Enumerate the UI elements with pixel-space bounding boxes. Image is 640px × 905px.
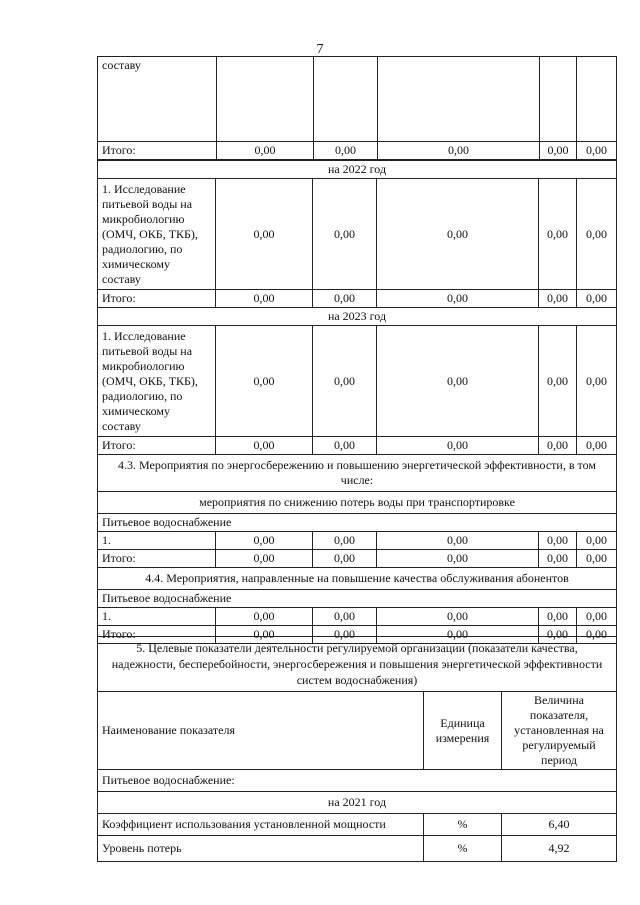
year-heading: на 2023 год [98, 308, 617, 326]
indicator-unit: % [424, 814, 502, 836]
cell-value: 0,00 [539, 290, 577, 308]
cell-value: 0,00 [577, 626, 617, 644]
cell-value: 0,00 [539, 626, 577, 644]
table-row [98, 814, 617, 836]
column-header-name: Наименование показателя [98, 692, 424, 770]
cell-value: 0,00 [313, 179, 377, 290]
table-row [98, 308, 617, 326]
cell-value: 0,00 [313, 532, 377, 550]
cell-value: 0,00 [577, 142, 617, 160]
year-heading: на 2022 год [98, 161, 617, 179]
table-row [98, 550, 617, 568]
table-row [98, 770, 617, 792]
cell-value: 0,00 [216, 179, 313, 290]
cell-value: 0,00 [577, 179, 617, 290]
cell-value: 0,00 [539, 179, 577, 290]
table-row [98, 492, 617, 514]
cell-value: 0,00 [577, 532, 617, 550]
cell-value: 0,00 [216, 437, 313, 455]
group-label: Питьевое водоснабжение [98, 590, 617, 608]
cell-value: 0,00 [377, 550, 539, 568]
cell-value: 0,00 [216, 550, 313, 568]
table-row [98, 568, 617, 590]
table-row [98, 437, 617, 455]
table-row [98, 290, 617, 308]
table-row [98, 142, 617, 160]
cell-value: 0,00 [539, 608, 577, 626]
cell-value: 0,00 [313, 437, 377, 455]
table-row [98, 590, 617, 608]
cell-value: 0,00 [216, 326, 313, 437]
cell-value: 0,00 [313, 290, 377, 308]
cell-value: 0,00 [377, 179, 539, 290]
item-label: 1. [98, 532, 216, 550]
activities-table [97, 56, 617, 160]
cell-value: 0,00 [313, 326, 377, 437]
table-row [98, 792, 617, 814]
total-label: Итого: [98, 142, 217, 160]
table-row [98, 455, 617, 492]
item-label: 1. Исследование питьевой воды на микробиологию (ОМЧ, ОКБ, ТКБ), радиологию, по химическому составу [98, 326, 216, 437]
table-row [98, 637, 617, 692]
total-label: Итого: [98, 290, 216, 308]
cell-value: 0,00 [377, 532, 539, 550]
table-row [98, 608, 617, 626]
item-label: 1. Исследование питьевой воды на микробиологию (ОМЧ, ОКБ, ТКБ), радиологию, по химическому составу [98, 179, 216, 290]
cell-value: 0,00 [577, 326, 617, 437]
indicator-name: Коэффициент использования установленной мощности [98, 814, 424, 836]
cell-value: 0,00 [577, 437, 617, 455]
group-label: Питьевое водоснабжение: [98, 770, 617, 792]
indicator-value: 6,40 [502, 814, 617, 836]
page-number: 7 [316, 42, 324, 57]
section-heading: 4.4. Мероприятия, направленные на повышение качества обслуживания абонентов [98, 568, 617, 590]
indicator-unit: % [424, 836, 502, 862]
cell-value: 0,00 [377, 608, 539, 626]
total-label: Итого: [98, 437, 216, 455]
indicator-value: 4,92 [502, 836, 617, 862]
cell-value: 0,00 [216, 290, 313, 308]
group-label: Питьевое водоснабжение [98, 514, 617, 532]
cell-value: 0,00 [377, 437, 539, 455]
total-label: Итого: [98, 626, 216, 644]
table-row [98, 179, 617, 290]
cell-value: 0,00 [539, 550, 577, 568]
table-row [98, 514, 617, 532]
table-row [98, 57, 617, 142]
section-subheading: мероприятия по снижению потерь воды при транспортировке [98, 492, 617, 514]
total-label: Итого: [98, 550, 216, 568]
cell-value: 0,00 [377, 326, 539, 437]
cell-value: 0,00 [378, 142, 540, 160]
item-label-tail: составу [98, 57, 217, 142]
column-header-unit: Единица измерения [424, 692, 502, 770]
table-row [98, 326, 617, 437]
item-label: 1. [98, 608, 216, 626]
column-header-value: Величина показателя, установленная на регулируемый период [502, 692, 617, 770]
cell-value: 0,00 [216, 532, 313, 550]
target-indicators-table [97, 636, 617, 862]
cell-value: 0,00 [314, 142, 378, 160]
cell-value: 0,00 [377, 290, 539, 308]
cell-value: 0,00 [216, 626, 313, 644]
cell-value: 0,00 [577, 608, 617, 626]
cell-value: 0,00 [377, 626, 539, 644]
cell-value: 0,00 [313, 550, 377, 568]
table-row [98, 692, 617, 770]
cell-value: 0,00 [216, 608, 313, 626]
cell-value: 0,00 [313, 608, 377, 626]
cell-value: 0,00 [539, 532, 577, 550]
table-row [98, 532, 617, 550]
year-heading: на 2021 год [98, 792, 617, 814]
cell-value: 0,00 [217, 142, 314, 160]
cell-value: 0,00 [577, 290, 617, 308]
section-heading: 4.3. Мероприятия по энергосбережению и повышению энергетической эффективности, в том числе: [98, 455, 617, 492]
cell-value: 0,00 [577, 550, 617, 568]
cell-value: 0,00 [539, 326, 577, 437]
cell-value: 0,00 [540, 142, 577, 160]
indicator-name: Уровень потерь [98, 836, 424, 862]
cell-value: 0,00 [539, 437, 577, 455]
cell-value: 0,00 [313, 626, 377, 644]
year-2022-table [97, 160, 617, 644]
table-row [98, 161, 617, 179]
table-row [98, 836, 617, 862]
section-heading: 5. Целевые показатели деятельности регулируемой организации (показатели качества, надежности, бесперебойности, энергосбережения и повышения энергетической эффективности систем водоснабжения) [98, 637, 617, 692]
